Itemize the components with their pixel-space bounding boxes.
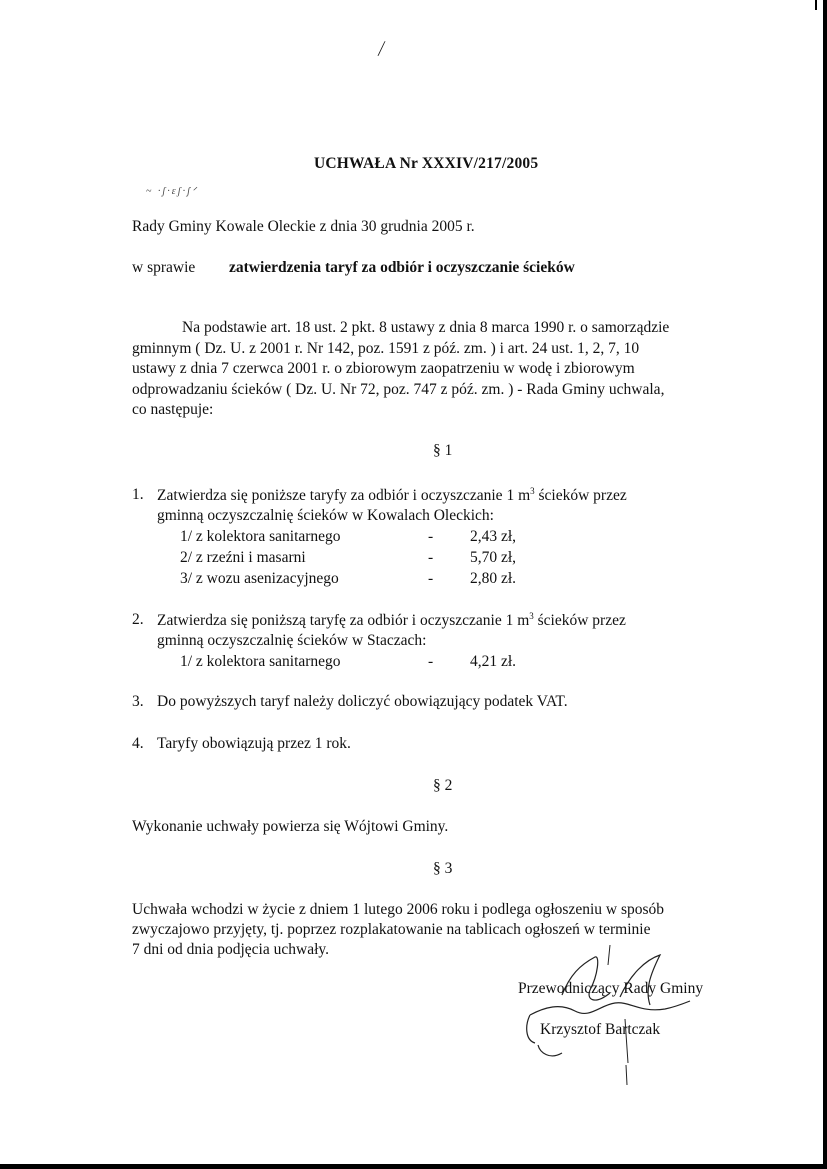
signature-name: Krzysztof Bartczak (540, 1021, 661, 1038)
section-3-line: 7 dni od dnia podjęcia uchwały. (132, 941, 329, 958)
preamble-line: ustawy z dnia 7 czerwca 2001 r. o zbiorowym zaopatrzeniu w wodę i zbiorowym (132, 360, 635, 377)
preamble-line: Na podstawie art. 18 ust. 2 pkt. 8 ustawy z dnia 8 marca 1990 r. o samorządzie (182, 319, 670, 336)
preamble-line: co następuje: (132, 401, 214, 418)
scan-edge-right (823, 0, 827, 1169)
handwritten-scribble: ~ ·ʃ·ɛʃ·ʃᐟ (146, 186, 199, 197)
preamble-line: gminnym ( Dz. U. z 2001 r. Nr 142, poz. 1591 z póź. zm. ) i art. 24 ust. 1, 2, 7, 10 (132, 339, 640, 357)
item-2-number: 2. (132, 611, 144, 628)
section-3-line: Uchwała wchodzi w życie z dniem 1 lutego 2006 roku i podlega ogłoszeniu w sposób (132, 901, 665, 918)
handwritten-signature (500, 945, 700, 1085)
scan-edge-bottom (0, 1164, 827, 1169)
item-4-text: Taryfy obowiązują przez 1 rok. (157, 735, 351, 752)
item-3-text: Do powyższych taryf należy doliczyć obowiązujący podatek VAT. (157, 693, 568, 710)
superscript: 3 (529, 611, 534, 621)
signature-title: Przewodniczący Rady Gminy (518, 980, 704, 997)
item-3-number: 3. (132, 693, 144, 710)
item-1-line1: Zatwierdza się poniższe taryfy za odbiór i oczyszczanie 1 $m^3$ ścieków przez (157, 486, 627, 505)
pen-tick-mark: ⁄ (378, 37, 386, 61)
item-4-number: 4. (132, 735, 144, 752)
section-3-heading: § 3 (433, 860, 453, 877)
scan-corner-mark (815, 0, 817, 10)
section-2-heading: § 2 (433, 777, 453, 794)
subject-prefix: w sprawie (132, 259, 196, 276)
subject-title: zatwierdzenia taryf za odbiór i oczyszczanie ścieków (229, 259, 575, 276)
item-1-number: 1. (132, 486, 144, 503)
item-1-line2: gminną oczyszczalnię ścieków w Kowalach Oleckich: (157, 507, 494, 524)
superscript: 3 (530, 486, 535, 496)
document-title: UCHWAŁA Nr XXXIV/217/2005 (314, 155, 539, 172)
item-2-line2: gminną oczyszczalnię ścieków w Staczach: (157, 632, 427, 649)
preamble-line: odprowadzaniu ścieków ( Dz. U. Nr 72, poz. 747 z póź. zm. ) - Rada Gminy uchwala, (132, 380, 665, 398)
section-3-line: zwyczajowo przyjęty, tj. poprzez rozplakatowanie na tablicach ogłoszeń w terminie (132, 921, 651, 938)
preamble-paragraph (132, 318, 772, 421)
item-2-line1: Zatwierdza się poniższą taryfę za odbiór i oczyszczanie 1 $m^3$ ścieków przez (157, 611, 626, 630)
section-2-text: Wykonanie uchwały powierza się Wójtowi Gminy. (132, 818, 449, 835)
council-line: Rady Gminy Kowale Oleckie z dnia 30 grudnia 2005 r. (132, 218, 475, 235)
section-1-heading: § 1 (433, 442, 453, 459)
